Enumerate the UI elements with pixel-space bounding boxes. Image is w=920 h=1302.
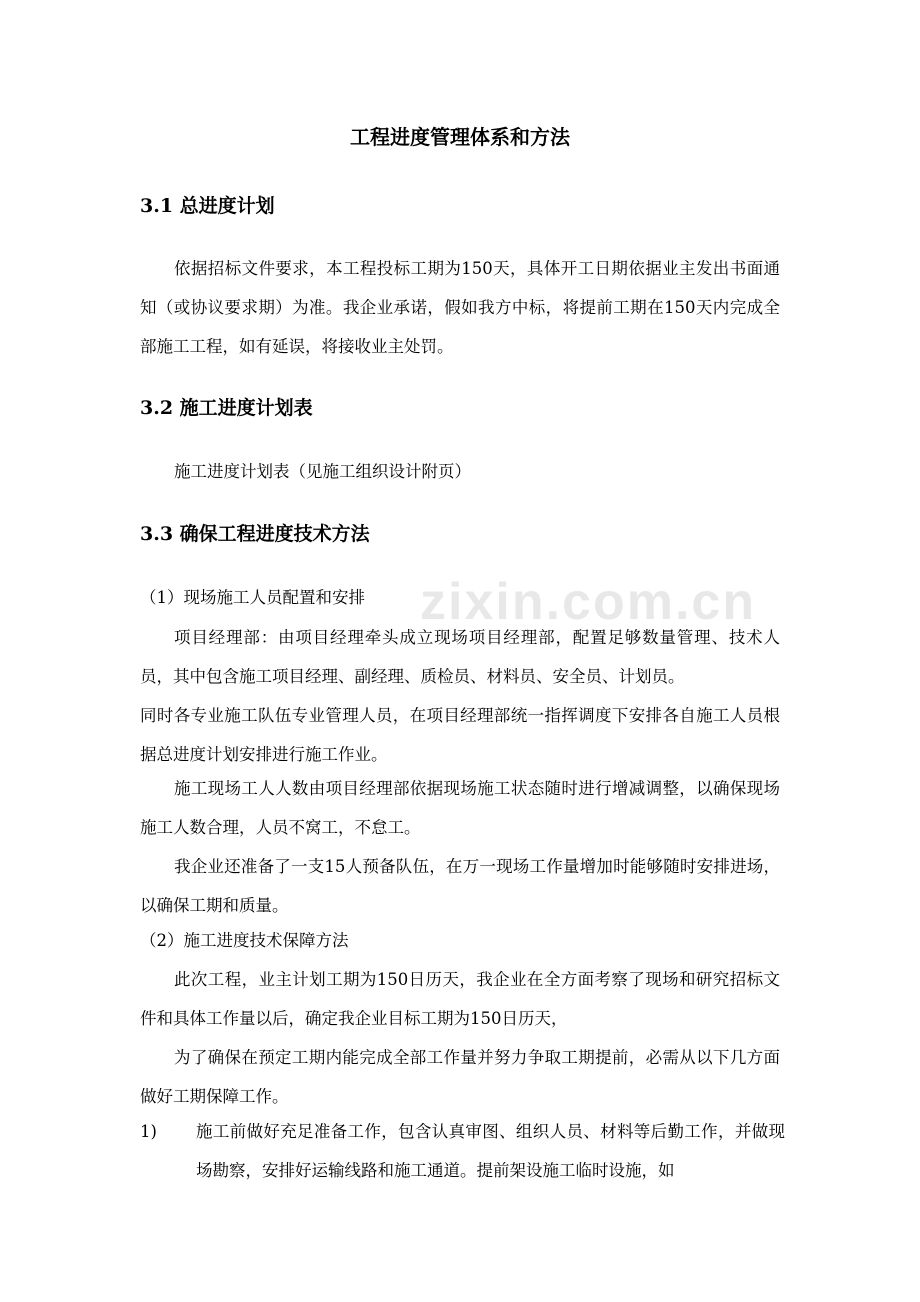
subsection-label-staffing: （1）现场施工人员配置和安排: [140, 588, 365, 607]
watermark: zixin.com.cn: [420, 573, 757, 631]
paragraph-professional-teams: 同时各专业施工队伍专业管理人员，在项目经理部统一指挥调度下安排各自施工人员根据总进度计划安排进行施工作业。: [140, 706, 780, 764]
document-title: 工程进度管理体系和方法: [350, 125, 570, 149]
section-heading-3-1: 3.1 总进度计划: [140, 195, 275, 217]
paragraph-project-dept: 项目经理部：由项目经理牵头成立现场项目经理部，配置足够数量管理、技术人员，其中包含施工项目经理、副经理、质检员、材料员、安全员、计划员。: [140, 628, 780, 686]
subsection-label-tech-guarantee: （2）施工进度技术保障方法: [140, 931, 349, 950]
list-item-number: 1): [140, 1122, 157, 1141]
paragraph-guarantee-work: 为了确保在预定工期内能完成全部工作量并努力争取工期提前，必需从以下几方面做好工期保障工作。: [140, 1048, 780, 1106]
paragraph-worker-count: 施工现场工人人数由项目经理部依据现场施工状态随时进行增减调整，以确保现场施工人数合理，人员不窝工，不怠工。: [140, 779, 780, 837]
section-heading-3-3: 3.3 确保工程进度技术方法: [140, 523, 370, 545]
list-item-text: 施工前做好充足准备工作，包含认真审图、组织人员、材料等后勤工作，并做现场勘察，安排好运输线路和施工通道。提前架设施工临时设施，如: [196, 1122, 785, 1180]
paragraph-reserve-team: 我企业还准备了一支15人预备队伍，在万一现场工作量增加时能够随时安排进场，以确保工期和质量。: [140, 857, 780, 915]
paragraph-schedule-table: 施工进度计划表（见施工组织设计附页）: [174, 462, 471, 481]
paragraph-total-schedule: 依据招标文件要求，本工程投标工期为150天，具体开工日期依据业主发出书面通知（或协议要求期）为准。我企业承诺，假如我方中标，将提前工期在150天内完成全部施工工程，如有延误，将接收业主处罚。: [140, 259, 780, 356]
paragraph-planned-duration: 此次工程，业主计划工期为150日历天，我企业在全方面考察了现场和研究招标文件和具体工作量以后，确定我企业目标工期为150日历天，: [140, 970, 780, 1028]
section-heading-3-2: 3.2 施工进度计划表: [140, 397, 313, 419]
